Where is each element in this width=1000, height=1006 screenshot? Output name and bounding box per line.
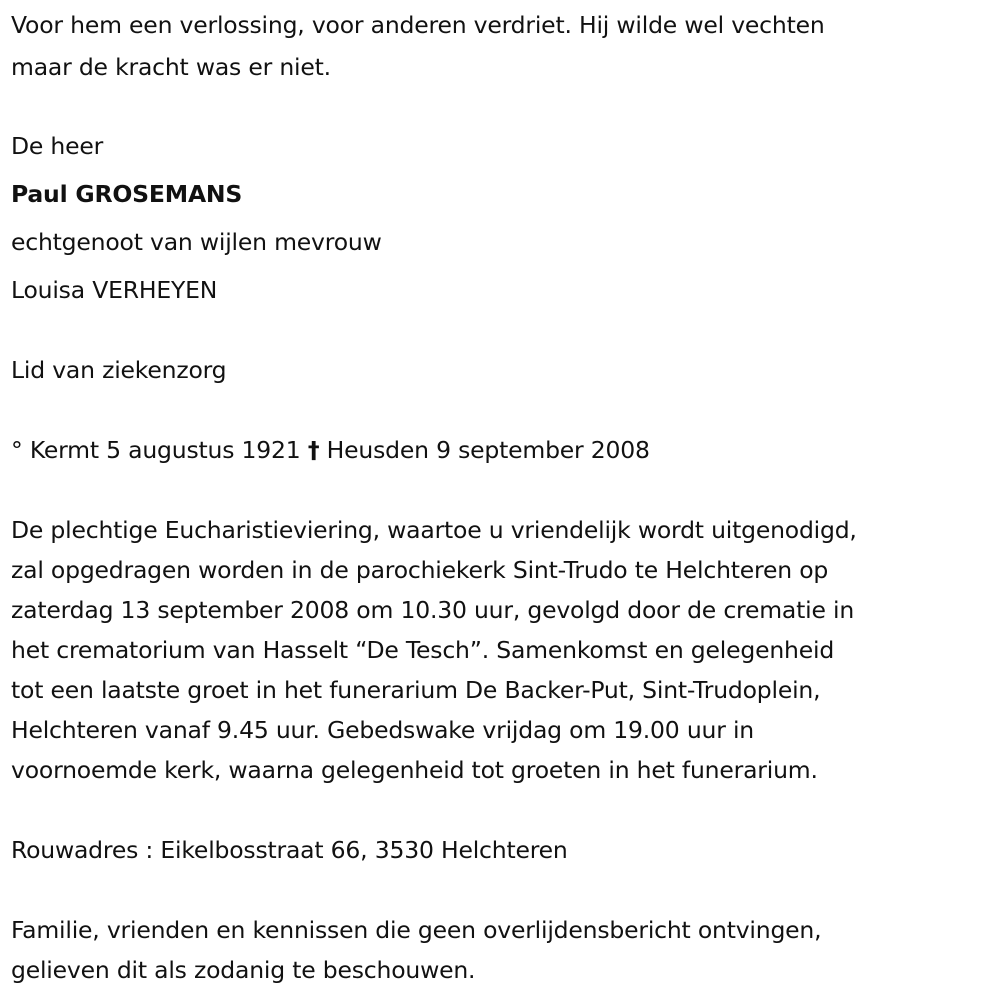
- cross-icon: †: [307, 436, 320, 464]
- death: Heusden 9 september 2008: [326, 436, 650, 464]
- spouse-name: Louisa VERHEYEN: [11, 276, 218, 304]
- ceremony-line: het crematorium van Hasselt “De Tesch”. Samenkomst en gelegenheid: [11, 636, 835, 664]
- membership: Lid van ziekenzorg: [11, 356, 227, 384]
- title: De heer: [11, 132, 104, 160]
- ceremony-line: De plechtige Eucharistieviering, waartoe u vriendelijk wordt uitgenodigd,: [11, 516, 857, 544]
- birth: ° Kermt 5 augustus 1921: [11, 436, 301, 464]
- ceremony-line: zaterdag 13 september 2008 om 10.30 uur, gevolgd door de crematie in: [11, 596, 855, 624]
- intro-line: Voor hem een verlossing, voor anderen verdriet. Hij wilde wel vechten: [11, 11, 825, 39]
- closing-line: gelieven dit als zodanig te beschouwen.: [11, 956, 476, 984]
- deceased-name: Paul GROSEMANS: [11, 180, 243, 208]
- ceremony-line: voornoemde kerk, waarna gelegenheid tot groeten in het funerarium.: [11, 756, 818, 784]
- address: Rouwadres : Eikelbosstraat 66, 3530 Helchteren: [11, 836, 568, 864]
- ceremony-line: tot een laatste groet in het funerarium De Backer-Put, Sint-Trudoplein,: [11, 676, 821, 704]
- intro-line: maar de kracht was er niet.: [11, 53, 331, 81]
- relation: echtgenoot van wijlen mevrouw: [11, 228, 382, 256]
- closing-line: Familie, vrienden en kennissen die geen overlijdensbericht ontvingen,: [11, 916, 822, 944]
- ceremony-line: zal opgedragen worden in de parochiekerk Sint-Trudo te Helchteren op: [11, 556, 829, 584]
- ceremony-line: Helchteren vanaf 9.45 uur. Gebedswake vrijdag om 19.00 uur in: [11, 716, 754, 744]
- dates-line: [11, 430, 650, 470]
